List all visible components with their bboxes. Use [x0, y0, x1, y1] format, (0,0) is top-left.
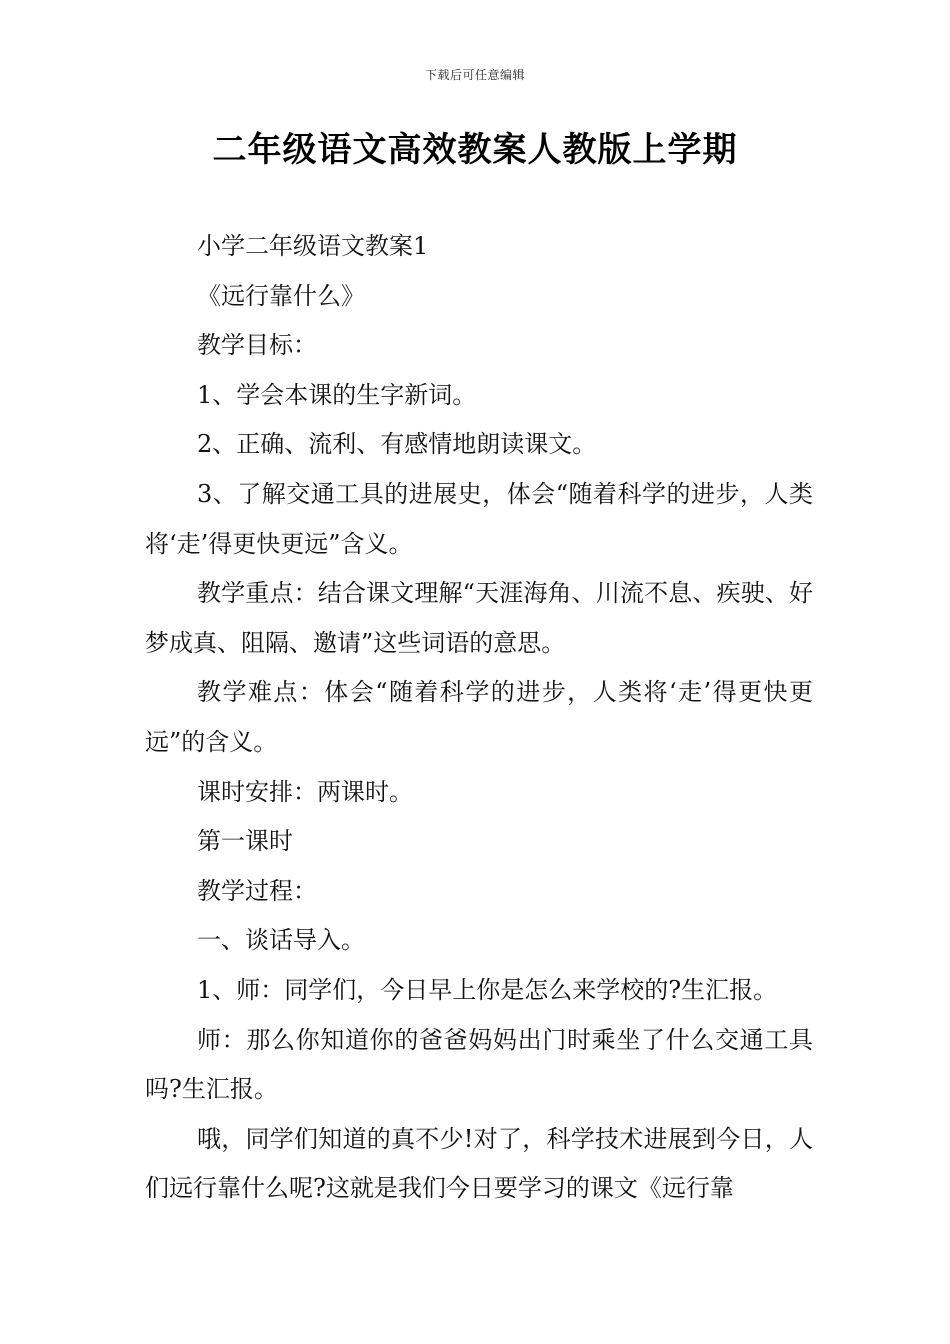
paragraph-first-period: 第一课时	[197, 827, 293, 856]
paragraph-lesson-title: 《远行靠什么》	[197, 281, 365, 310]
document-title: 二年级语文高效教案人教版上学期	[212, 130, 738, 170]
paragraph-dialogue-3: 哦，同学们知道的真不少!对了，科学技术进展到今日，人们远行靠什么呢?这就是我们今日要学习的课文《远行靠	[145, 1124, 813, 1203]
header-note: 下载后可任意编辑	[424, 68, 525, 82]
paragraph-key-points: 教学重点：结合课文理解“天涯海角、川流不息、疾驶、好梦成真、阻隔、邀请”这些词语的意思。	[145, 579, 813, 657]
paragraph-dialogue-1: 1、师：同学们，今日早上你是怎么来学校的?生汇报。	[197, 975, 778, 1004]
paragraph-step-1: 一、谈话导入。	[197, 926, 365, 955]
paragraph-dialogue-2: 师：那么你知道你的爸爸妈妈出门时乘坐了什么交通工具吗?生汇报。	[145, 1025, 813, 1104]
paragraph-objective-1: 1、学会本课的生字新词。	[197, 380, 477, 409]
paragraph-objective-3: 3、了解交通工具的进展史，体会“随着科学的进步，人类将‘走’得更快更远”含义。	[145, 479, 813, 558]
paragraph-objectives-heading: 教学目标：	[197, 331, 317, 360]
paragraph-difficulties: 教学难点：体会“随着科学的进步，人类将‘走’得更快更远”的含义。	[145, 678, 813, 756]
paragraph-objective-2: 2、正确、流利、有感情地朗读课文。	[197, 430, 597, 459]
paragraph-process-heading: 教学过程：	[197, 876, 317, 905]
paragraph-schedule: 课时安排：两课时。	[197, 777, 413, 806]
document-body	[145, 222, 813, 1214]
paragraph-lesson-heading: 小学二年级语文教案1	[197, 232, 429, 260]
